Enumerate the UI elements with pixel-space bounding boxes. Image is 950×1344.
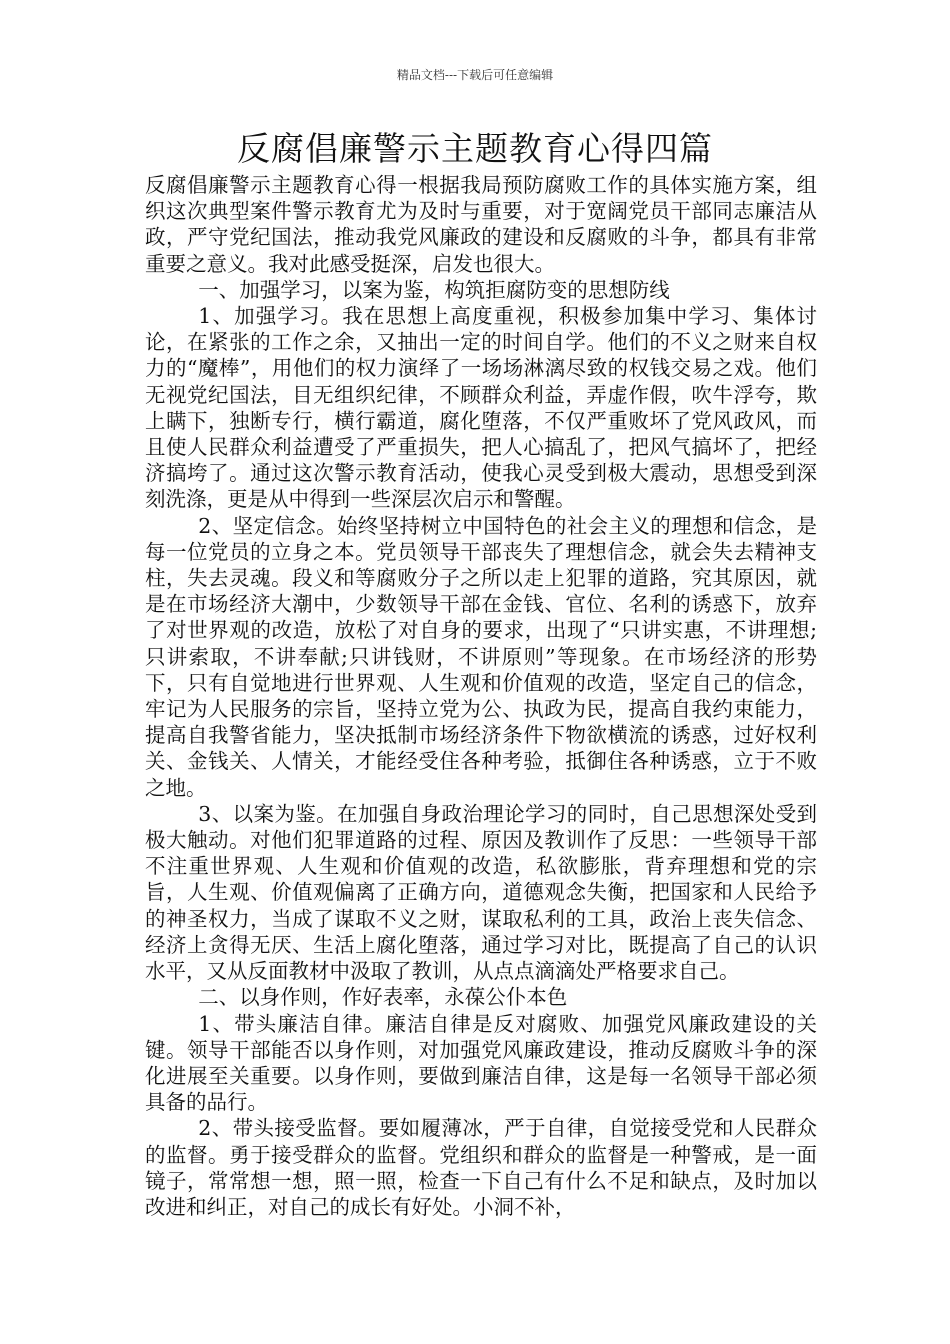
header-note: 精品文档---下载后可任意编辑 [396, 68, 554, 82]
document-body [145, 172, 817, 1220]
paragraph-accept-supervision: 2、带头接受监督。要如履薄冰，严于自律，自觉接受党和人民群众的监督。勇于接受群众的监督。党组织和群众的监督是一种警戒，是一面镜子，常常想一想，照一照，检查一下自己有什么不足和缺点，及时加以改进和纠正，对自己的成长有好处。小洞不补， [145, 1116, 817, 1219]
section-heading-2: 二、以身作则，作好表率，永葆公仆本色 [198, 985, 568, 1010]
paragraph-self-discipline: 1、带头廉洁自律。廉洁自律是反对腐败、加强党风廉政建设的关键。领导干部能否以身作则，对加强党风廉政建设，推动反腐败斗争的深化进展至关重要。以身作则，要做到廉洁自律，这是每一名领导干部必须具备的品行。 [145, 1011, 817, 1115]
paragraph-firm-belief: 2、坚定信念。始终坚持树立中国特色的社会主义的理想和信念，是每一位党员的立身之本。党员领导干部丧失了理想信念，就会失去精神支柱，失去灵魂。段义和等腐败分子之所以走上犯罪的道路，究其原因，就是在市场经济大潮中，少数领导干部在金钱、官位、名利的诱惑下，放弃了对世界观的改造，放松了对自身的要求，出现了“只讲实惠，不讲理想;只讲索取，不讲奉献;只讲钱财，不讲原则”等现象。在市场经济的形势下，只有自觉地进行世界观、人生观和价值观的改造，坚定自己的信念，牢记为人民服务的宗旨，坚持立党为公、执政为民，提高自我约束能力，提高自我警省能力，坚决抵制市场经济条件下物欲横流的诱惑，过好权利关、金钱关、人情关，才能经受住各种考验，抵御住各种诱惑，立于不败之地。 [145, 513, 817, 800]
paragraph-intro: 反腐倡廉警示主题教育心得一根据我局预防腐败工作的具体实施方案，组织这次典型案件警示教育尤为及时与重要，对于宽阔党员干部同志廉洁从政，严守党纪国法，推动我党风廉政的建设和反腐败的斗争，都具有非常重要之意义。我对此感受挺深，启发也很大。 [145, 173, 817, 276]
paragraph-take-cases-as-mirror: 3、以案为鉴。在加强自身政治理论学习的同时，自己思想深处受到极大触动。对他们犯罪道路的过程、原因及教训作了反思：一些领导干部不注重世界观、人生观和价值观的改造，私欲膨胀，背弃理想和党的宗旨，人生观、价值观偏离了正确方向，道德观念失衡，把国家和人民给予的神圣权力，当成了谋取不义之财，谋取私利的工具，政治上丧失信念、经济上贪得无厌、生活上腐化堕落，通过学习对比，既提高了自己的认识水平，又从反面教材中汲取了教训，从点点滴滴处严格要求自己。 [145, 801, 817, 984]
paragraph-strengthen-learning: 1、加强学习。我在思想上高度重视，积极参加集中学习、集体讨论，在紧张的工作之余，又抽出一定的时间自学。他们的不义之财来自权力的“魔棒”，用他们的权力演绎了一场场淋漓尽致的权钱交易之戏。他们无视党纪国法，目无组织纪律，不顾群众利益，弄虚作假，吹牛浮夸，欺上瞒下，独断专行，横行霸道，腐化堕落，不仅严重败坏了党风政风，而且使人民群众利益遭受了严重损失，把人心搞乱了，把风气搞坏了，把经济搞垮了。通过这次警示教育活动，使我心灵受到极大震动，思想受到深刻洗涤，更是从中得到一些深层次启示和警醒。 [145, 304, 817, 512]
section-heading-1: 一、加强学习，以案为鉴，构筑拒腐防变的思想防线 [198, 277, 670, 302]
document-title: 反腐倡廉警示主题教育心得四篇 [237, 129, 713, 168]
